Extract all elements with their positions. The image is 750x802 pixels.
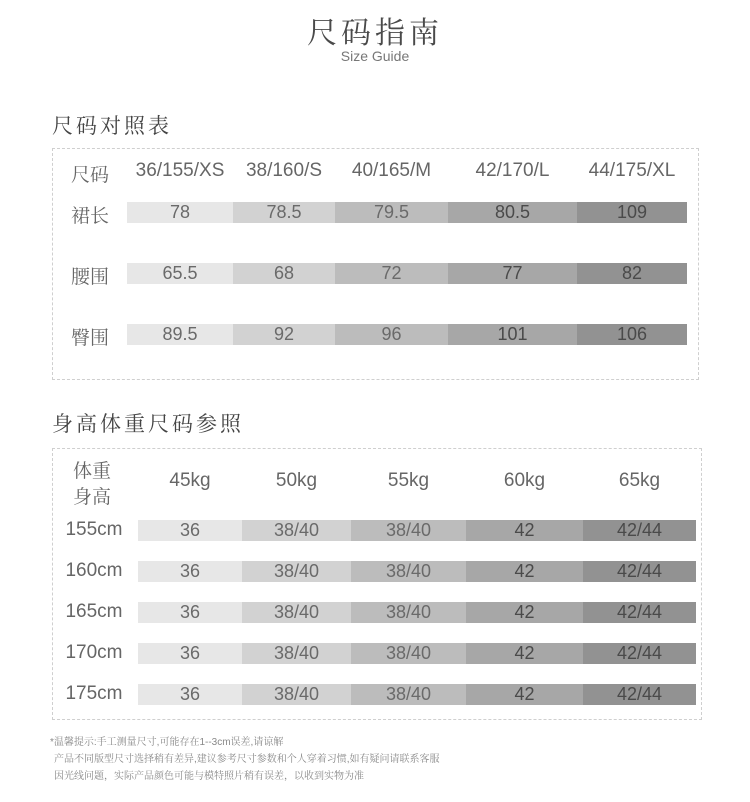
table-cell: 92	[233, 324, 335, 345]
table-cell: 38/40	[351, 561, 466, 582]
table-cell: 42/44	[583, 602, 696, 623]
table-cell: 109	[577, 202, 687, 223]
table-cell: 68	[233, 263, 335, 284]
reference-chart-title: 身高体重尺码参照	[52, 413, 244, 436]
column-header: 38/160/S	[245, 160, 323, 181]
table-cell: 38/40	[351, 643, 466, 664]
row-label: 175cm	[65, 683, 123, 704]
table-cell: 38/40	[351, 520, 466, 541]
row-label: 155cm	[65, 519, 123, 540]
table-cell: 38/40	[351, 684, 466, 705]
table-cell: 42/44	[583, 684, 696, 705]
table-cell: 101	[448, 324, 577, 345]
note-line: 因光线问题，实际产品颜色可能与模特照片稍有误差，以收到实物为准	[54, 771, 364, 782]
row-label: 腰围	[70, 267, 109, 288]
table-cell: 42	[466, 684, 583, 705]
column-header: 44/175/XL	[588, 160, 676, 181]
row-label: 裙长	[70, 206, 109, 227]
table-cell: 42	[466, 602, 583, 623]
table-cell: 38/40	[242, 561, 351, 582]
row-label: 160cm	[65, 560, 123, 581]
size-chart-title: 尺码对照表	[52, 115, 172, 138]
table-cell: 42	[466, 520, 583, 541]
table-cell: 38/40	[242, 643, 351, 664]
column-header: 45kg	[169, 470, 211, 491]
table-cell: 77	[448, 263, 577, 284]
column-header: 36/155/XS	[135, 160, 225, 181]
table-cell: 38/40	[242, 684, 351, 705]
corner-label-height: 身高	[72, 487, 111, 508]
table-cell: 36	[138, 561, 242, 582]
table-cell: 78	[127, 202, 233, 223]
table-cell: 96	[335, 324, 448, 345]
table-cell: 89.5	[127, 324, 233, 345]
row-label: 臀围	[70, 328, 109, 349]
table-cell: 38/40	[351, 602, 466, 623]
table-cell: 38/40	[242, 520, 351, 541]
table-cell: 72	[335, 263, 448, 284]
page-title: 尺码指南	[307, 17, 443, 50]
table-cell: 42/44	[583, 520, 696, 541]
table-cell: 42/44	[583, 561, 696, 582]
column-header: 55kg	[387, 470, 430, 491]
column-header: 50kg	[275, 470, 318, 491]
table-cell: 42/44	[583, 643, 696, 664]
table-cell: 82	[577, 263, 687, 284]
table-cell: 42	[466, 643, 583, 664]
corner-label-weight: 体重	[72, 461, 111, 482]
corner-label: 尺码	[70, 165, 109, 186]
row-label: 170cm	[65, 642, 123, 663]
table-cell: 36	[138, 684, 242, 705]
column-header: 65kg	[618, 470, 661, 491]
page-subtitle: Size Guide	[340, 48, 410, 64]
table-cell: 65.5	[127, 263, 233, 284]
column-header: 42/170/L	[475, 160, 550, 181]
table-cell: 78.5	[233, 202, 335, 223]
table-cell: 79.5	[335, 202, 448, 223]
table-cell: 38/40	[242, 602, 351, 623]
table-cell: 36	[138, 520, 242, 541]
table-cell: 80.5	[448, 202, 577, 223]
table-cell: 106	[577, 324, 687, 345]
row-label: 165cm	[65, 601, 123, 622]
note-line: 产品不同版型尺寸选择稍有差异,建议参考尺寸参数和个人穿着习惯,如有疑问请联系客服	[54, 754, 440, 765]
table-cell: 36	[138, 602, 242, 623]
table-cell: 42	[466, 561, 583, 582]
table-cell: 36	[138, 643, 242, 664]
column-header: 60kg	[503, 470, 546, 491]
column-header: 40/165/M	[351, 160, 432, 181]
note-line: *温馨提示:手工测量尺寸,可能存在1--3cm误差,请谅解	[50, 737, 284, 748]
